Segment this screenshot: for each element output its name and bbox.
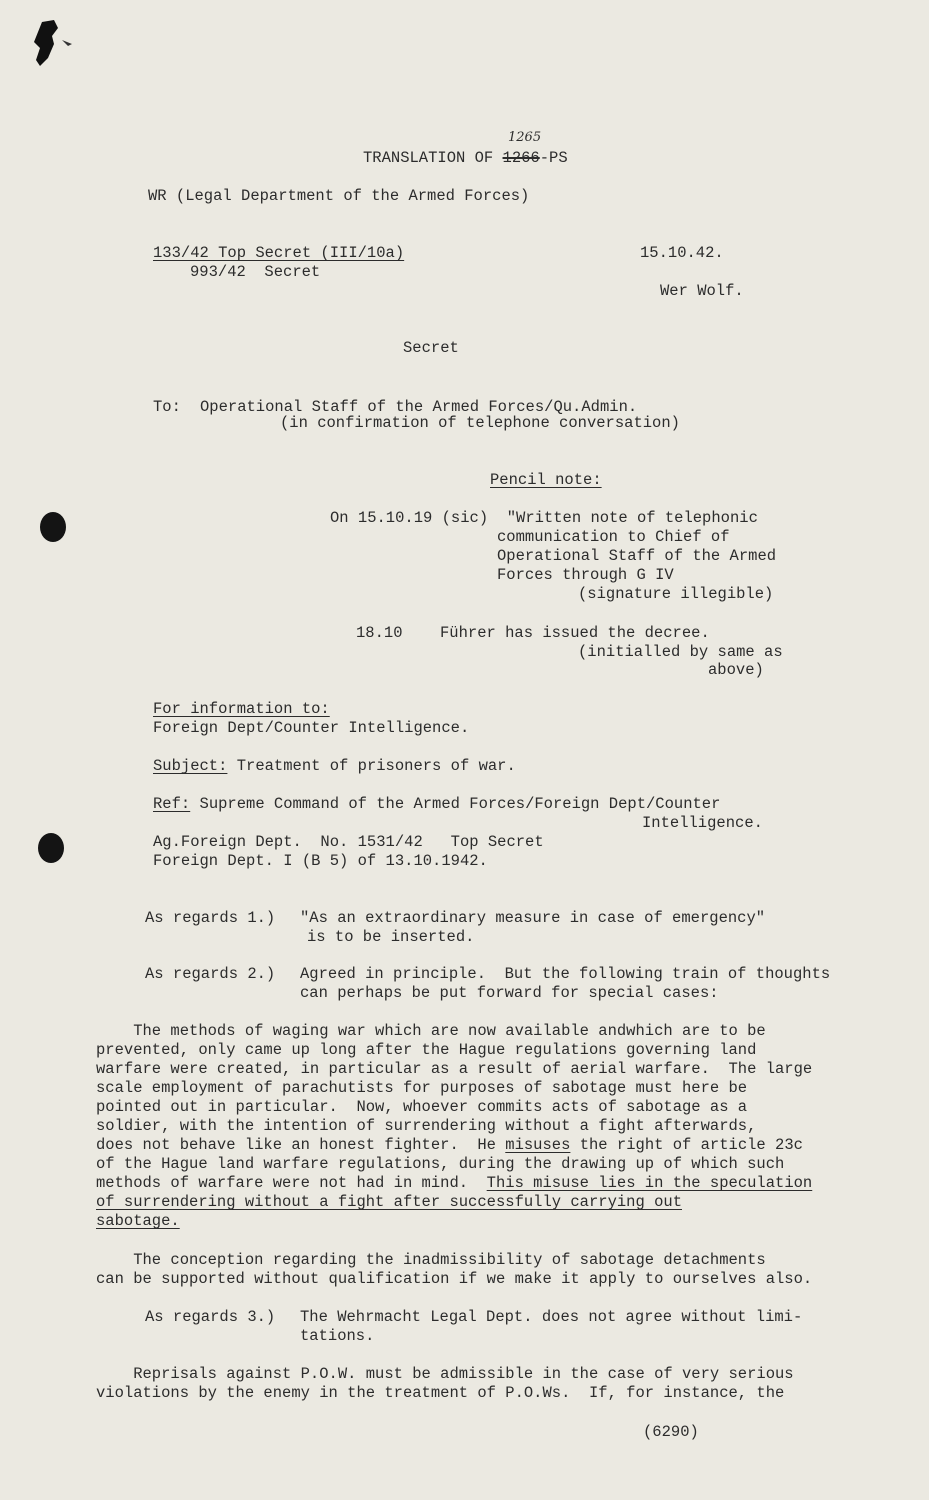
regards-1-label: As regards 1.) xyxy=(145,909,276,927)
pencil-note-line-3: Operational Staff of the Armed xyxy=(497,547,777,565)
regards-1-line-1: "As an extraordinary measure in case of emergency" xyxy=(300,909,766,927)
to-line-1: Operational Staff of the Armed Forces/Qu.Admin. xyxy=(200,398,638,416)
regards-3-line-2: tations. xyxy=(300,1327,375,1345)
title-struck-number: 1266 xyxy=(502,149,540,167)
body-paragraph-1-line-5: pointed out in particular. Now, whoever commits acts of sabotage as a xyxy=(96,1098,748,1116)
punch-hole-top xyxy=(40,512,66,542)
underlined-misuses: misuses xyxy=(505,1136,571,1154)
body-text-segment: the right of article 23c xyxy=(570,1136,803,1154)
reference-number-1: 133/42 Top Secret (III/10a) xyxy=(153,244,405,262)
pencil-note-line-1: On 15.10.19 (sic) "Written note of telephonic xyxy=(330,509,758,527)
info-label: For information to: xyxy=(153,700,330,718)
pencil-note-heading: Pencil note: xyxy=(490,471,602,489)
ink-blot-mark xyxy=(28,14,88,74)
body-paragraph-1-line-2: prevented, only came up long after the Hague regulations governing land xyxy=(96,1041,757,1059)
body-text-segment: methods of warfare were not had in mind. xyxy=(96,1174,487,1192)
subject-value: Treatment of prisoners of war. xyxy=(227,757,516,775)
regards-2-line-2: can perhaps be put forward for special cases: xyxy=(300,984,719,1002)
document-date: 15.10.42. xyxy=(640,244,724,262)
pencil-note-line-7: (initialled by same as xyxy=(578,643,783,661)
pencil-note-date-2: 18.10 xyxy=(356,624,403,642)
regards-2-label: As regards 2.) xyxy=(145,965,276,983)
document-title xyxy=(363,149,568,168)
pencil-note-line-2: communication to Chief of xyxy=(497,528,730,546)
pencil-note-line-6: Führer has issued the decree. xyxy=(440,624,710,642)
ref-line-1 xyxy=(153,795,720,814)
body-paragraph-1-line-10: of surrendering without a fight after successfully carrying out xyxy=(96,1193,682,1211)
ref-line-1-text: Supreme Command of the Armed Forces/Foreign Dept/Counter xyxy=(190,795,721,813)
info-value: Foreign Dept/Counter Intelligence. xyxy=(153,719,470,737)
classification-label: Secret xyxy=(403,339,459,357)
handwritten-document-number: 1265 xyxy=(508,130,542,145)
pencil-note-line-8: above) xyxy=(708,661,764,679)
body-paragraph-1-line-11: sabotage. xyxy=(96,1212,180,1230)
body-paragraph-3-line-1: Reprisals against P.O.W. must be admissible in the case of very serious xyxy=(96,1365,794,1383)
ref-label: Ref: xyxy=(153,795,191,813)
document-place: Wer Wolf. xyxy=(660,282,744,300)
title-suffix: -PS xyxy=(539,149,568,167)
body-paragraph-1-line-8: of the Hague land warfare regulations, during the drawing up of which such xyxy=(96,1155,785,1173)
regards-3-label: As regards 3.) xyxy=(145,1308,276,1326)
pencil-note-line-5: (signature illegible) xyxy=(578,585,774,603)
ref-line-4: Foreign Dept. I (B 5) of 13.10.1942. xyxy=(153,852,488,870)
title-prefix: TRANSLATION OF xyxy=(363,149,503,167)
ref-line-2: Intelligence. xyxy=(642,814,763,832)
pencil-note-line-4: Forces through G IV xyxy=(497,566,674,584)
body-paragraph-2-line-1: The conception regarding the inadmissibility of sabotage detachments xyxy=(96,1251,766,1269)
body-paragraph-1-line-9 xyxy=(96,1174,812,1193)
body-paragraph-2-line-2: can be supported without qualification if we make it apply to ourselves also. xyxy=(96,1270,813,1288)
regards-3-line-1: The Wehrmacht Legal Dept. does not agree without limi- xyxy=(300,1308,803,1326)
regards-1-line-2: is to be inserted. xyxy=(307,928,475,946)
page-number: (6290) xyxy=(643,1423,699,1441)
body-text-segment: does not behave like an honest fighter. He xyxy=(96,1136,506,1154)
ref-line-3: Ag.Foreign Dept. No. 1531/42 Top Secret xyxy=(153,833,544,851)
body-paragraph-3-line-2: violations by the enemy in the treatment of P.O.Ws. If, for instance, the xyxy=(96,1384,785,1402)
issuing-organisation: WR (Legal Department of the Armed Forces) xyxy=(148,187,530,205)
underlined-speculation-sentence: This misuse lies in the speculation xyxy=(486,1174,813,1192)
body-paragraph-1-line-7 xyxy=(96,1136,803,1155)
to-label: To: xyxy=(153,398,181,416)
body-paragraph-1-line-4: scale employment of parachutists for purposes of sabotage must here be xyxy=(96,1079,748,1097)
punch-hole-bottom xyxy=(38,833,64,863)
body-paragraph-1-line-6: soldier, with the intention of surrendering without a fight afterwards, xyxy=(96,1117,757,1135)
subject-line xyxy=(153,757,516,776)
subject-label: Subject: xyxy=(153,757,228,775)
regards-2-line-1: Agreed in principle. But the following train of thoughts xyxy=(300,965,831,983)
to-line-2: (in confirmation of telephone conversation) xyxy=(280,414,680,432)
body-paragraph-1-line-3: warfare were created, in particular as a result of aerial warfare. The large xyxy=(96,1060,813,1078)
body-paragraph-1-line-1: The methods of waging war which are now available andwhich are to be xyxy=(96,1022,766,1040)
reference-number-2: 993/42 Secret xyxy=(190,263,321,281)
